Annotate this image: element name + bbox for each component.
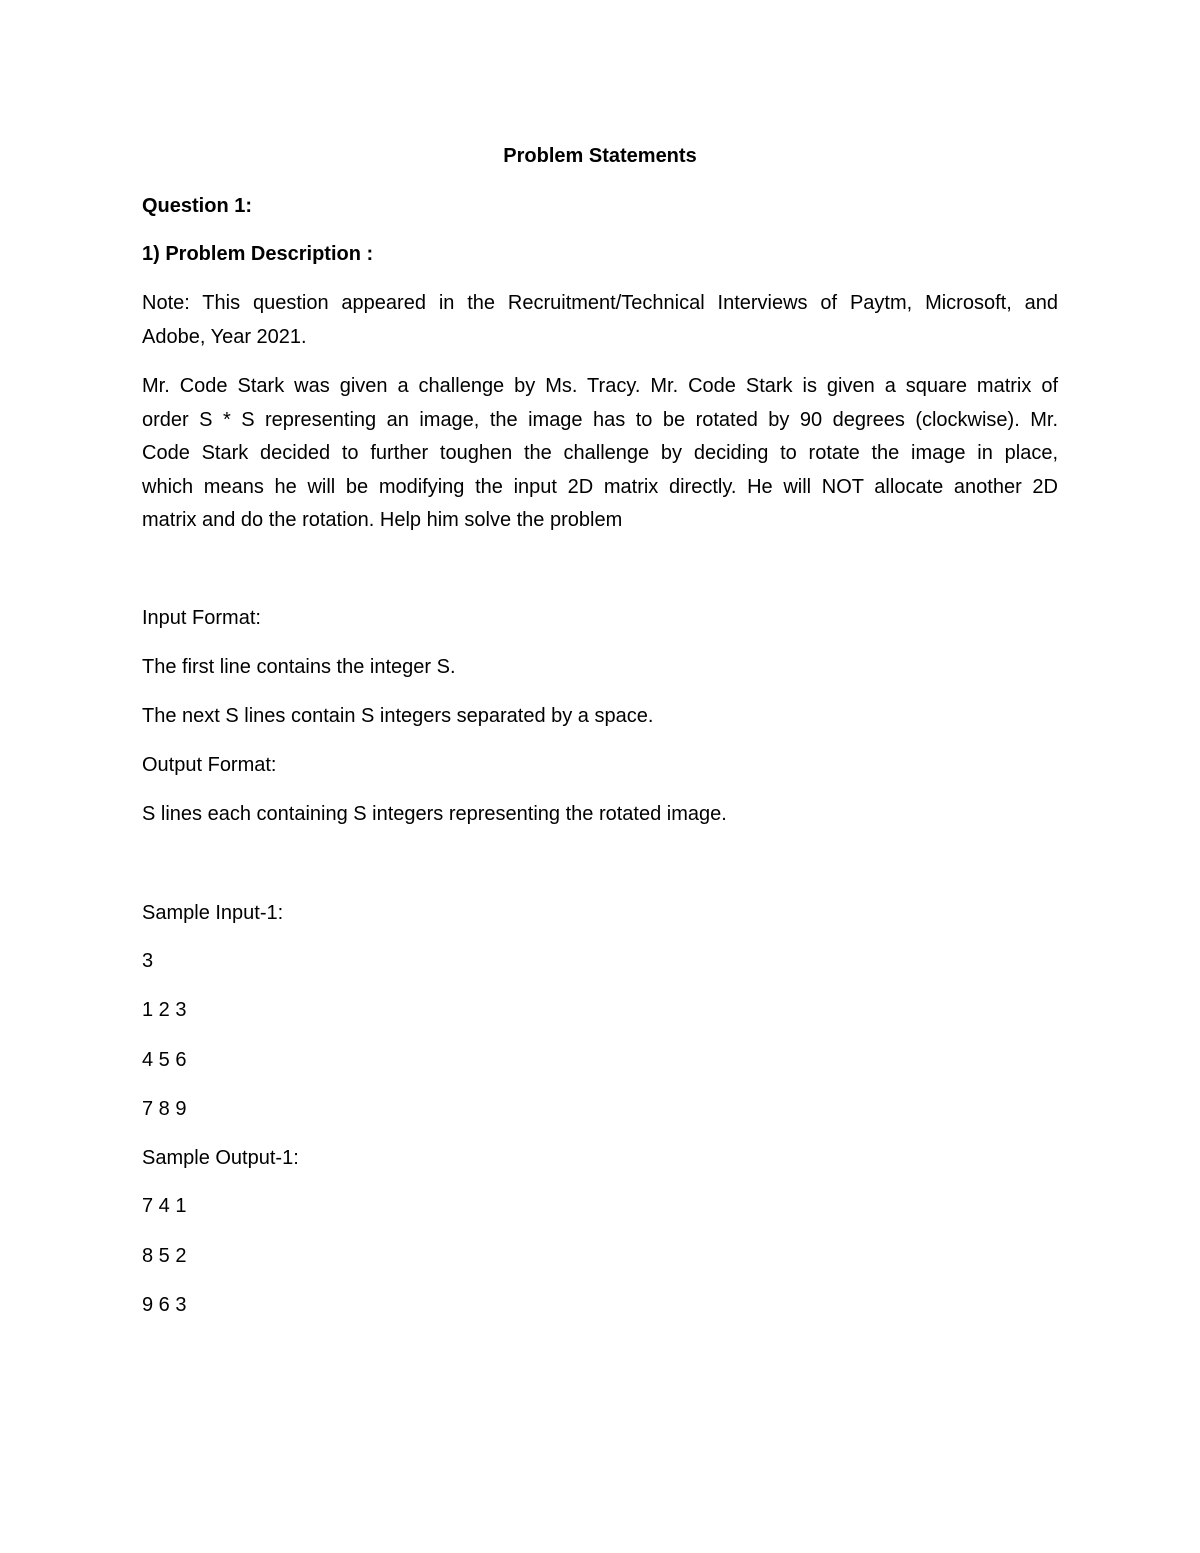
description-line-2: order S * S representing an image, the image has to be rotated by 90 degrees (clockwise). Mr.	[142, 409, 1058, 431]
sample-output-line: 7 4 1	[142, 1195, 187, 1217]
sample-input-line: 1 2 3	[142, 999, 187, 1021]
sample-output-line: 8 5 2	[142, 1245, 187, 1267]
sample-input-line: 4 5 6	[142, 1049, 187, 1071]
output-format-label: Output Format:	[142, 754, 277, 776]
input-format-label: Input Format:	[142, 607, 261, 629]
note-line-1: Note: This question appeared in the Recruitment/Technical Interviews of Paytm, Microsoft, and	[142, 292, 1058, 314]
input-format-line-1: The first line contains the integer S.	[142, 656, 456, 678]
sample-output-line: 9 6 3	[142, 1294, 187, 1316]
note-line-2: Adobe, Year 2021.	[142, 326, 307, 348]
sample-output-label: Sample Output-1:	[142, 1147, 299, 1169]
output-format-line-1: S lines each containing S integers representing the rotated image.	[142, 803, 727, 825]
description-line-3: Code Stark decided to further toughen the challenge by deciding to rotate the image in place,	[142, 442, 1058, 464]
page-title: Problem Statements	[503, 145, 697, 167]
description-line-4: which means he will be modifying the input 2D matrix directly. He will NOT allocate another 2D	[142, 476, 1058, 498]
question-label: Question 1:	[142, 195, 253, 217]
section-heading: 1) Problem Description :	[142, 243, 374, 265]
description-line-1: Mr. Code Stark was given a challenge by Ms. Tracy. Mr. Code Stark is given a square matrix of	[142, 375, 1058, 397]
input-format-line-2: The next S lines contain S integers separated by a space.	[142, 705, 654, 727]
description-line-5: matrix and do the rotation. Help him solve the problem	[142, 509, 623, 531]
sample-input-line: 7 8 9	[142, 1098, 187, 1120]
sample-input-line: 3	[142, 950, 154, 972]
sample-input-label: Sample Input-1:	[142, 902, 284, 924]
